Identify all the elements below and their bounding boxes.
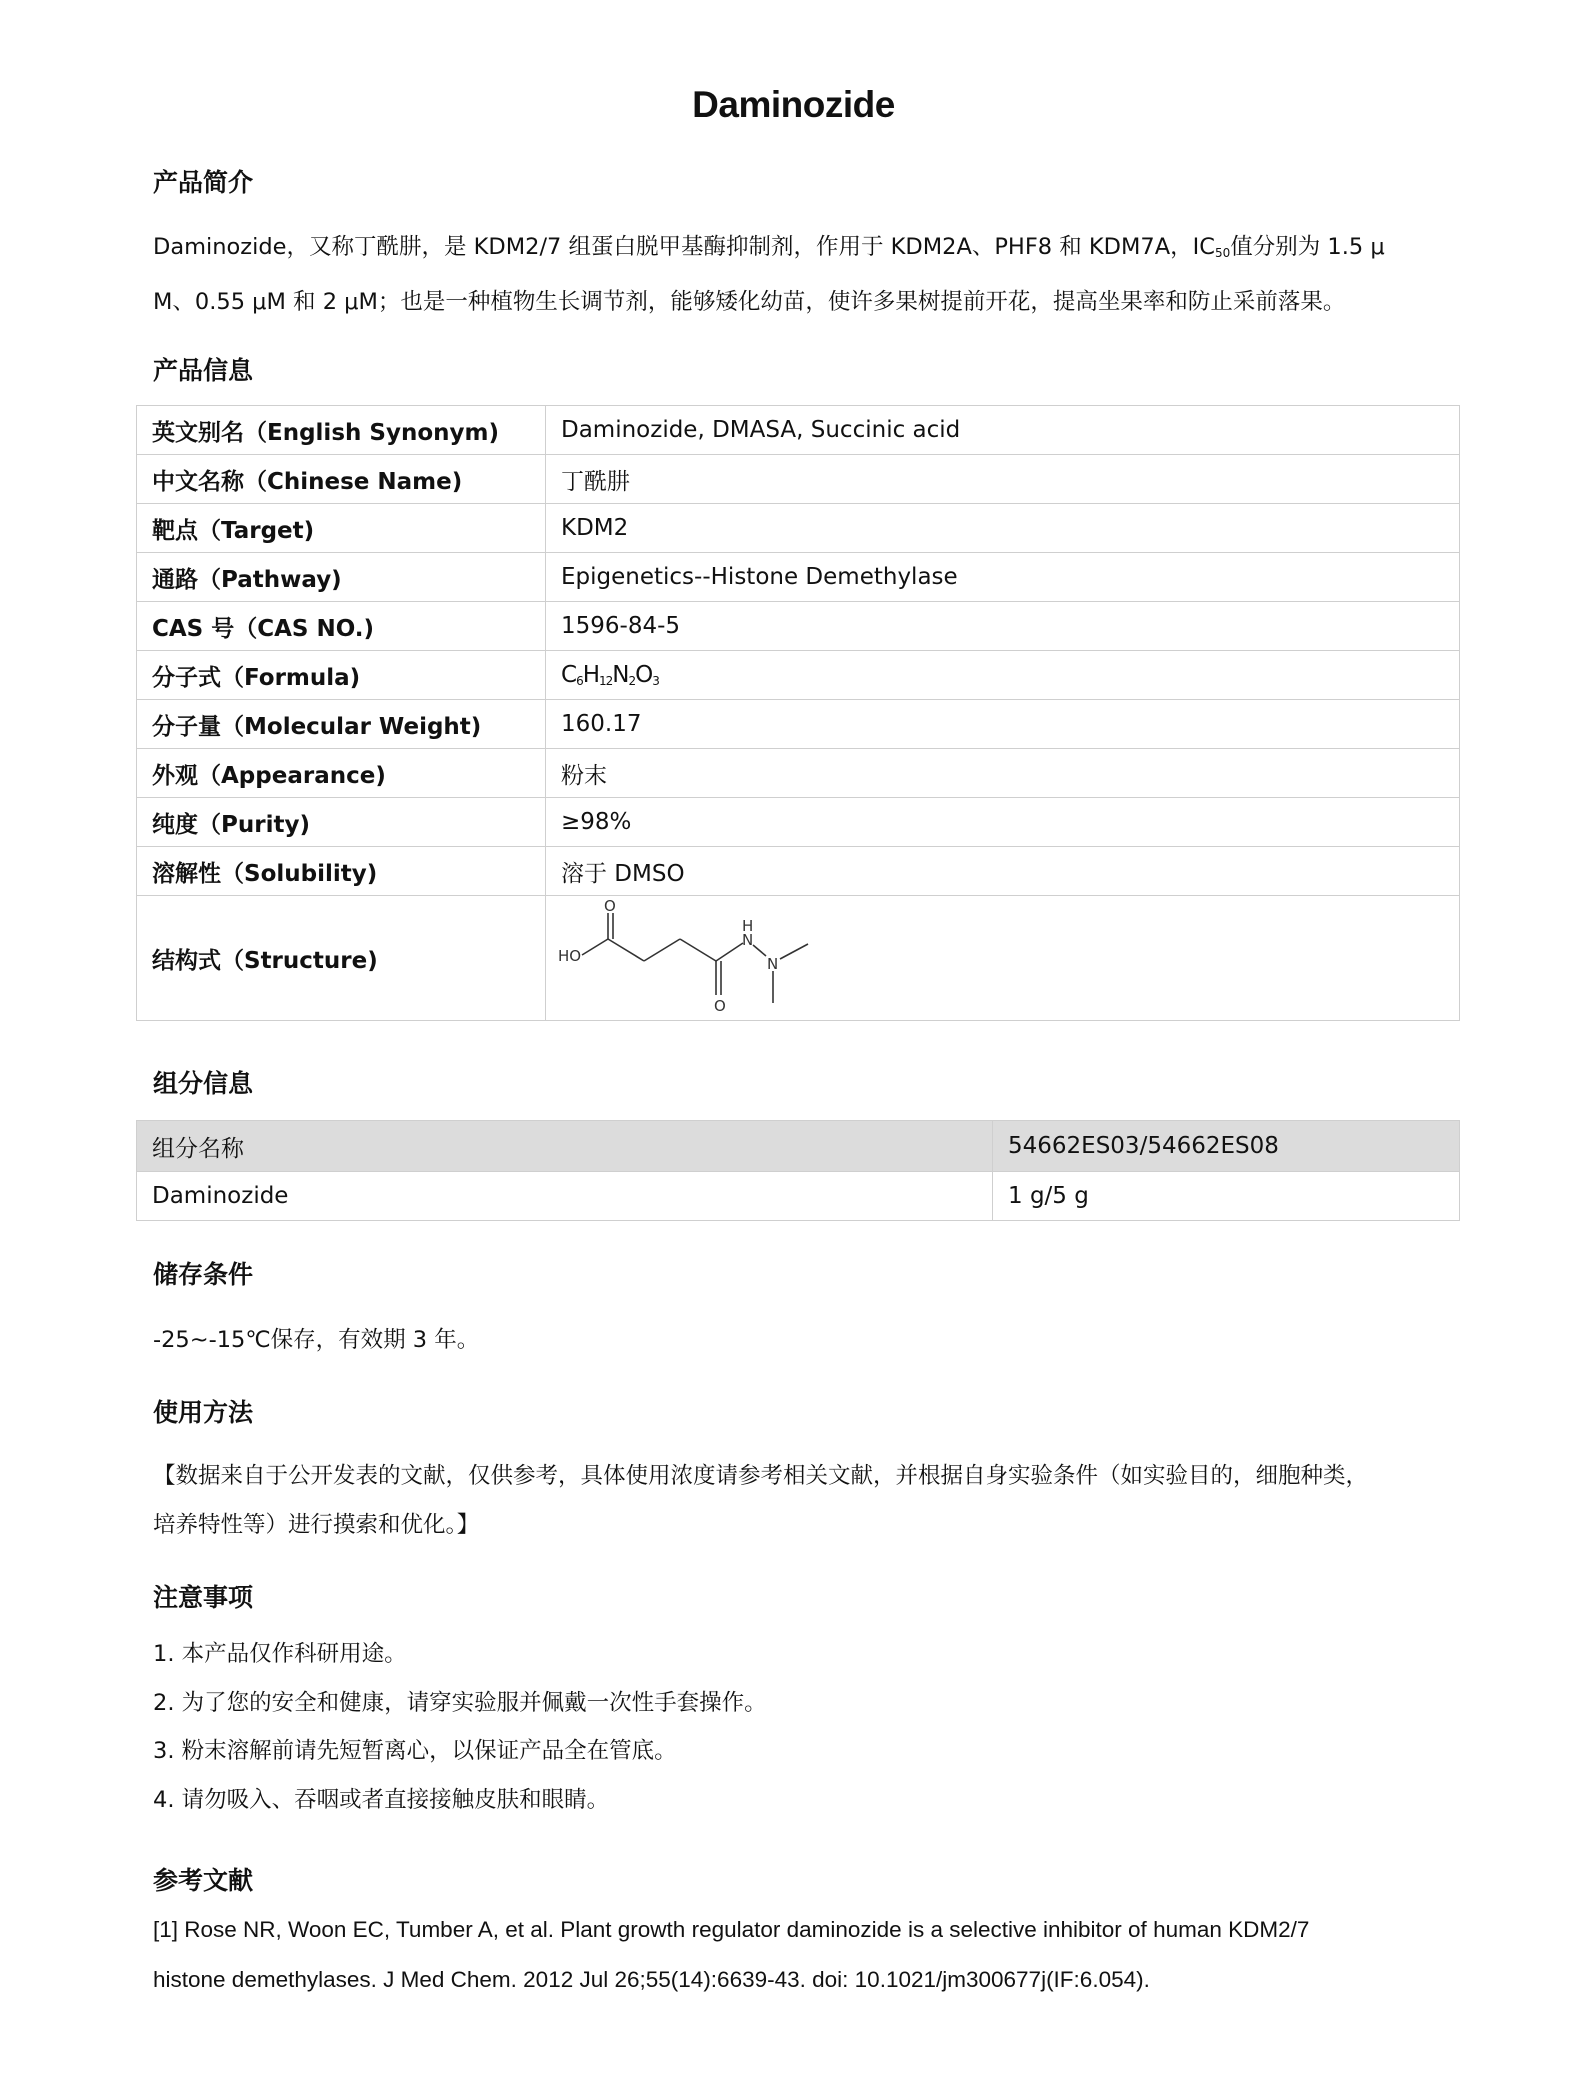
section-heading-references: 参考文献 <box>153 1866 254 1895</box>
info-value: ≥98% <box>546 798 1460 847</box>
intro-line-1-tail: 值分别为 1.5 μ <box>1230 234 1385 260</box>
info-label: 靶点（Target) <box>137 504 546 553</box>
info-value: 1596-84-5 <box>546 602 1460 651</box>
product-title: Daminozide <box>692 84 895 125</box>
intro-line-2: M、0.55 μM 和 2 μM；也是一种植物生长调节剂，能够矮化幼苗，使许多果树提前开花，提高坐果率和防止采前落果。 <box>153 289 1346 315</box>
info-row <box>137 602 1460 651</box>
section-heading-info: 产品信息 <box>153 356 254 385</box>
section-heading-intro: 产品简介 <box>153 168 254 197</box>
structure-atom-label: O <box>714 997 726 1015</box>
info-label: 中文名称（Chinese Name) <box>137 455 546 504</box>
info-row <box>137 455 1460 504</box>
formula-element: C <box>561 662 577 688</box>
section-heading-usage: 使用方法 <box>153 1398 254 1427</box>
reference-entry <box>153 1905 1463 2005</box>
section-heading-components: 组分信息 <box>153 1069 254 1098</box>
info-row <box>137 798 1460 847</box>
components-cell: Daminozide <box>137 1172 993 1221</box>
info-row <box>137 504 1460 553</box>
usage-line-2: 培养特性等）进行摸索和优化。】 <box>153 1512 480 1538</box>
intro-line-1-text: Daminozide，又称丁酰肼，是 KDM2/7 组蛋白脱甲基酶抑制剂，作用于 KDM2A、PHF8 和 KDM7A，IC <box>153 234 1215 260</box>
info-row <box>137 651 1460 700</box>
info-row <box>137 553 1460 602</box>
note-item: 3. 粉末溶解前请先短暂离心，以保证产品全在管底。 <box>153 1738 677 1764</box>
structure-atom-label: HO <box>558 947 582 965</box>
info-value: 160.17 <box>546 700 1460 749</box>
info-label: CAS 号（CAS NO.) <box>137 602 546 651</box>
info-row <box>137 847 1460 896</box>
components-header: 组分名称 <box>137 1121 993 1172</box>
info-label: 结构式（Structure) <box>137 896 546 1021</box>
info-row <box>137 406 1460 455</box>
info-label: 分子量（Molecular Weight) <box>137 700 546 749</box>
info-value: Epigenetics--Histone Demethylase <box>546 553 1460 602</box>
info-label: 英文别名（English Synonym) <box>137 406 546 455</box>
usage-line-1: 【数据来自于公开发表的文献，仅供参考，具体使用浓度请参考相关文献，并根据自身实验条件（如实验目的，细胞种类， <box>153 1463 1369 1489</box>
storage-text: -25~-15℃保存，有效期 3 年。 <box>153 1327 480 1353</box>
structure-cell <box>546 896 1460 1021</box>
product-info-table <box>136 405 1460 1021</box>
info-value: 粉末 <box>546 749 1460 798</box>
info-value: 丁酰肼 <box>546 455 1460 504</box>
note-item: 4. 请勿吸入、吞咽或者直接接触皮肤和眼睛。 <box>153 1786 610 1813</box>
info-label: 通路（Pathway) <box>137 553 546 602</box>
formula-count: 6 <box>576 674 583 688</box>
note-item: 2. 为了您的安全和健康，请穿实验服并佩戴一次性手套操作。 <box>153 1689 767 1716</box>
usage-paragraph <box>153 1452 1463 1550</box>
components-cell: 1 g/5 g <box>993 1172 1460 1221</box>
info-label: 分子式（Formula) <box>137 651 546 700</box>
formula-element: H <box>582 662 599 688</box>
info-value: Daminozide, DMASA, Succinic acid <box>546 406 1460 455</box>
ic50-subscript: 50 <box>1214 246 1231 260</box>
components-table <box>136 1120 1460 1221</box>
structure-atom-label: O <box>604 899 616 915</box>
reference-line-2: histone demethylases. J Med Chem. 2012 Jul 26;55(14):6639-43. doi: 10.1021/jm300677j(IF:6.054). <box>153 1967 1150 1992</box>
note-item: 1. 本产品仅作科研用途。 <box>153 1641 407 1667</box>
components-header-row <box>137 1121 1460 1172</box>
notes-list <box>153 1630 767 1824</box>
info-label: 纯度（Purity) <box>137 798 546 847</box>
info-label: 外观（Appearance) <box>137 749 546 798</box>
chemical-structure-diagram <box>558 899 838 1017</box>
info-row-structure <box>137 896 1460 1021</box>
info-value: KDM2 <box>546 504 1460 553</box>
intro-line-1 <box>153 223 1453 278</box>
components-header: 54662ES03/54662ES08 <box>993 1121 1460 1172</box>
formula-element: O <box>635 662 653 688</box>
formula-count: 3 <box>652 674 659 688</box>
section-heading-storage: 储存条件 <box>153 1260 254 1289</box>
info-row <box>137 700 1460 749</box>
structure-atom-label: N <box>742 931 754 949</box>
reference-line-1: [1] Rose NR, Woon EC, Tumber A, et al. Plant growth regulator daminozide is a selective inhibitor of human KDM2/7 <box>153 1917 1310 1942</box>
section-heading-notes: 注意事项 <box>153 1583 254 1612</box>
structure-atom-label: N <box>767 955 779 973</box>
intro-paragraph <box>153 223 1453 327</box>
formula-element: N <box>612 662 629 688</box>
components-row <box>137 1172 1460 1221</box>
structure-atom-label: H <box>742 917 754 935</box>
info-label: 溶解性（Solubility) <box>137 847 546 896</box>
formula-count: 2 <box>628 674 636 688</box>
formula-count: 12 <box>599 674 613 688</box>
info-row <box>137 749 1460 798</box>
info-value: 溶于 DMSO <box>546 847 1460 896</box>
formula-value <box>546 651 1460 700</box>
